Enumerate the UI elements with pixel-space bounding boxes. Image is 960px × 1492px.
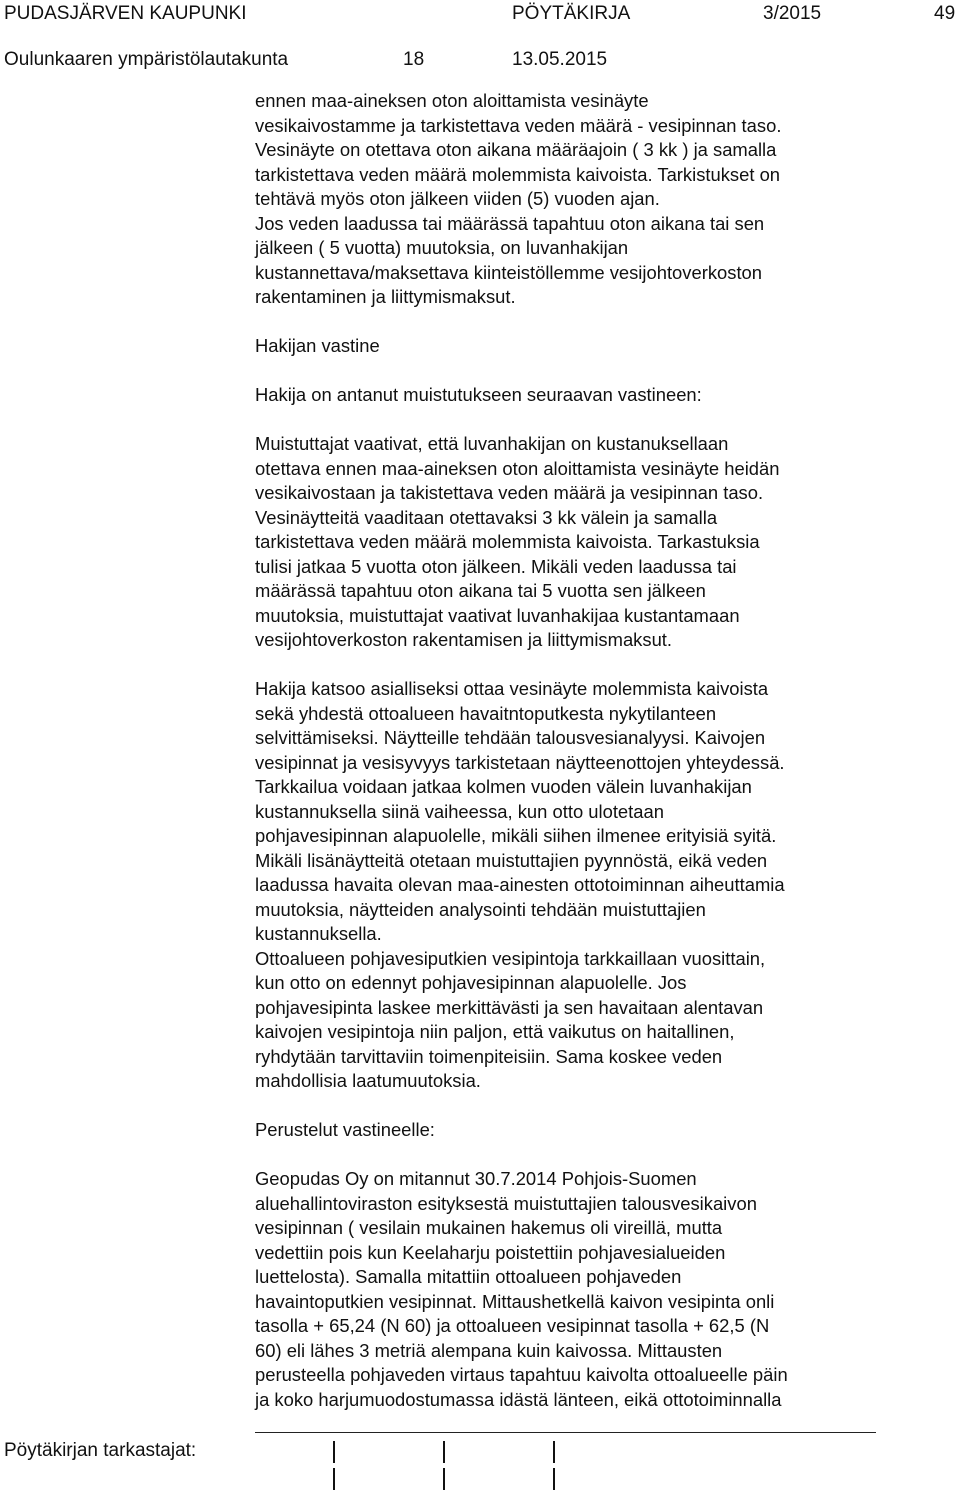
text-line: 60) eli lähes 3 metriä alempana kuin kaivossa. Mittausten xyxy=(255,1339,723,1361)
text-line: Vesinäyte on otettava oton aikana määräajoin ( 3 kk ) ja samalla xyxy=(255,139,777,160)
signature-field xyxy=(553,1441,555,1463)
page-number: 49 xyxy=(934,3,956,24)
footer-divider xyxy=(255,1432,876,1433)
text-line: kustannuksella. xyxy=(255,923,382,944)
text-line: Geopudas Oy on mitannut 30.7.2014 Pohjois-Suomen xyxy=(255,1168,697,1189)
text-line: vesipinnan ( vesilain mukainen hakemus oli vireillä, mutta xyxy=(255,1217,723,1238)
text-line: muutoksia, muistuttajat vaativat luvanhakijaa kustantamaan xyxy=(255,604,740,626)
reviewers-label: Pöytäkirjan tarkastajat: xyxy=(4,1440,197,1461)
text-line: sekä yhdestä ottoalueen havaitntoputkesta nykytilanteen xyxy=(255,702,717,724)
text-line: kun otto on edennyt pohjavesipinnan alapuolelle. Jos xyxy=(255,972,687,993)
text-line: tarkistettava veden määrä molemmista kaivoista. Tarkistukset on xyxy=(255,163,781,185)
paragraph-summary xyxy=(255,432,875,653)
text-line: vesijohtoverkoston rakentamisen ja liittymismaksut. xyxy=(255,629,673,650)
signature-field xyxy=(443,1468,445,1490)
text-line: ja koko harjumuodostumassa idästä länteen, eikä ottotoiminnalla xyxy=(255,1388,782,1410)
municipality-name: PUDASJÄRVEN KAUPUNKI xyxy=(4,3,247,24)
text-line: Vesinäytteitä vaaditaan otettavaksi 3 kk välein ja samalla xyxy=(255,506,718,528)
text-line: laadussa havaita olevan maa-ainesten ottotoiminnan aiheuttamia xyxy=(255,874,785,895)
text-line: rakentaminen ja liittymismaksut. xyxy=(255,286,516,307)
text-line: tarkistettava veden määrä molemmista kaivoista. Tarkastuksia xyxy=(255,531,760,552)
signature-field xyxy=(553,1468,555,1490)
paragraph-grounds xyxy=(255,1167,875,1412)
text-line: havaintoputkien vesipinnat. Mittaushetkellä kaivon vesipinta onli xyxy=(255,1290,775,1312)
text-line: pohjavesipinnan alapuolelle, mikäli siihen ilmenee erityisiä syitä. xyxy=(255,825,777,846)
text-line: tehtävä myös oton jälkeen viiden (5) vuoden ajan. xyxy=(255,188,660,209)
page-footer xyxy=(0,1432,960,1492)
text-line: jälkeen ( 5 vuotta) muutoksia, on luvanhakijan xyxy=(255,237,629,258)
text-line: Jos veden laadussa tai määrässä tapahtuu oton aikana tai sen xyxy=(255,212,765,234)
signature-field xyxy=(443,1441,445,1463)
text-line: vesipinnat ja vesisyvyys tarkistetaan näytteenottojen yhteydessä. xyxy=(255,751,785,773)
text-line: kaivojen vesipintoja niin paljon, että vaikutus on haitallinen, xyxy=(255,1021,735,1042)
document-body xyxy=(255,89,875,1412)
text-line: Muistuttajat vaativat, että luvanhakijan on kustanuksellaan xyxy=(255,433,729,454)
section-heading-response: Hakijan vastine xyxy=(255,335,380,356)
signature-field xyxy=(333,1441,335,1463)
text-line: muutoksia, näytteiden analysointi tehdään muistuttajien xyxy=(255,898,706,920)
text-line: aluehallintoviraston esityksestä muistuttajien talousvesikaivon xyxy=(255,1192,757,1214)
text-line: kustannettava/maksettava kiinteistöllemme vesijohtoverkoston xyxy=(255,261,763,283)
text-line: Ottoalueen pohjavesiputkien vesipintoja tarkkaillaan vuosittain, xyxy=(255,947,766,969)
text-line: vesikaivostaan ja takistettava veden määrä ja vesipinnan taso. xyxy=(255,482,764,503)
text-line: Mikäli lisänäytteitä otetaan muistuttajien pyynnöstä, eikä veden xyxy=(255,849,768,871)
text-line: pohjavesipinta laskee merkittävästi ja sen havaitaan alentavan xyxy=(255,996,764,1018)
paragraph-quote xyxy=(255,89,875,310)
section-heading-grounds: Perustelut vastineelle: xyxy=(255,1119,435,1140)
text-line: määrässä tapahtuu oton aikana tai 5 vuotta sen jälkeen xyxy=(255,580,706,601)
text-line: tasolla + 65,24 (N 60) ja ottoalueen vesipinnat tasolla + 62,5 (N xyxy=(255,1315,770,1336)
text-line: selvittämiseksi. Näytteille tehdään talousvesianalyysi. Kaivojen xyxy=(255,727,766,748)
meeting-date: 13.05.2015 xyxy=(512,49,608,70)
text-line: Tarkkailua voidaan jatkaa kolmen vuoden välein luvanhakijan xyxy=(255,776,752,797)
board-name: Oulunkaaren ympäristölautakunta xyxy=(4,49,289,70)
text-line: luettelosta). Samalla mitattiin ottoalueen pohjaveden xyxy=(255,1266,682,1287)
text-line: mahdollisia laatumuutoksia. xyxy=(255,1070,481,1091)
document-type: PÖYTÄKIRJA xyxy=(512,3,631,24)
text-line: vedettiin pois kun Keelaharju poistettiin pohjavesialueiden xyxy=(255,1241,726,1263)
text-line: perusteella pohjaveden virtaus tapahtuu kaivolta ottoalueelle päin xyxy=(255,1364,788,1385)
text-line: Hakija katsoo asialliseksi ottaa vesinäyte molemmista kaivoista xyxy=(255,678,769,699)
signature-field xyxy=(333,1468,335,1490)
text-line: ennen maa-aineksen oton aloittamista vesinäyte xyxy=(255,90,649,111)
response-intro: Hakija on antanut muistutukseen seuraavan vastineen: xyxy=(255,384,702,405)
paragraph-applicant-position xyxy=(255,677,875,1094)
text-line: kustannuksella siinä vaiheessa, kun otto ulotetaan xyxy=(255,800,664,822)
text-line: otettava ennen maa-aineksen oton aloittamista vesinäyte heidän xyxy=(255,457,780,479)
text-line: tulisi jatkaa 5 vuotta oton jälkeen. Mikäli veden laadussa tai xyxy=(255,555,737,577)
section-number: 18 xyxy=(403,49,425,70)
text-line: vesikaivostamme ja tarkistettava veden määrä - vesipinnan taso. xyxy=(255,114,782,136)
text-line: ryhdytään tarvittaviin toimenpiteisiin. Sama koskee veden xyxy=(255,1045,723,1067)
document-number: 3/2015 xyxy=(763,3,822,24)
